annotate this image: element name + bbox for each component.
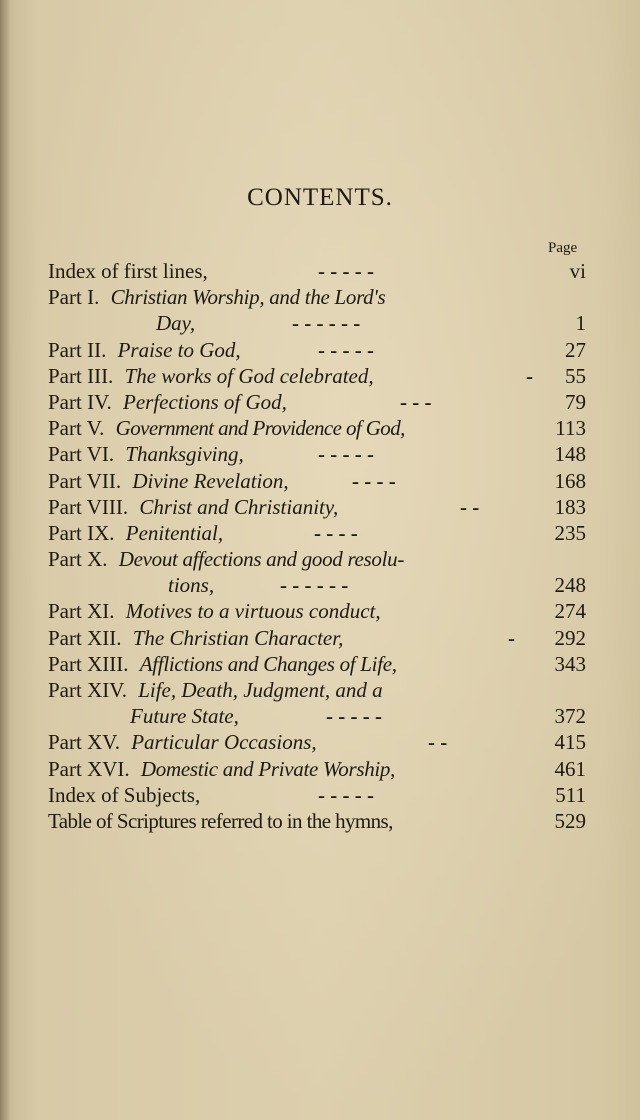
toc-part: Part VII. (48, 468, 122, 493)
toc-page-number: 79 (565, 389, 586, 414)
toc-row (48, 625, 588, 651)
toc-row (48, 441, 588, 467)
toc-title: Christ and Christianity, (139, 494, 339, 519)
toc-leaders: - - - - (352, 468, 396, 493)
toc-title: Afflictions and Changes of Life, (139, 651, 397, 676)
toc-row (48, 520, 588, 546)
toc-row (48, 389, 588, 415)
toc-row (48, 808, 588, 834)
toc-row (48, 729, 588, 755)
toc-title: Domestic and Private Worship, (140, 756, 396, 781)
toc-row (48, 468, 588, 494)
toc-part: Index of first lines, (48, 259, 208, 283)
toc-part: Index of Subjects, (48, 782, 201, 807)
toc-row (48, 310, 588, 336)
toc-row (48, 572, 588, 598)
toc-page-number: 511 (555, 782, 586, 807)
toc-page-number: 55 (565, 363, 586, 388)
toc-part: Part IX. (48, 520, 115, 545)
toc-page-number: 168 (554, 468, 586, 493)
toc-part: Part VI. (48, 442, 115, 467)
toc-leaders: - - - - - (318, 782, 374, 807)
toc-row (48, 651, 588, 677)
toc-leaders: - - - (400, 389, 432, 414)
toc-row (48, 363, 588, 389)
toc-part: Part II. (48, 337, 107, 362)
toc-title: Thanksgiving, (125, 442, 244, 467)
toc-title: Christian Worship, and the Lord's (110, 285, 386, 310)
toc-title: Day, (156, 311, 196, 336)
toc-part: Part XIII. (48, 651, 129, 676)
binding-edge (0, 0, 10, 1120)
toc-page-number: 343 (554, 651, 586, 676)
toc-leaders: - - - - - - (292, 311, 361, 336)
toc-row (48, 415, 588, 441)
toc-leaders: - - (428, 730, 448, 755)
toc-title: Devout affections and good resolu- (118, 547, 405, 572)
contents-heading: CONTENTS. (247, 184, 393, 211)
toc-page-number: 148 (554, 442, 586, 467)
toc-leaders: - - - - - (318, 337, 374, 362)
toc-part: Table of Scriptures referred to in the hymns, (48, 808, 393, 833)
toc-row (48, 598, 588, 624)
toc-row (48, 677, 588, 703)
toc-row (48, 756, 588, 782)
toc-title: Life, Death, Judgment, and a (138, 678, 383, 702)
toc-title: Divine Revelation, (132, 468, 289, 493)
toc-title: Government and Providence of God, (115, 416, 405, 441)
toc-row (48, 546, 588, 572)
toc-leaders: - - - - - (326, 704, 382, 729)
toc-leaders: - (508, 625, 515, 650)
toc-page-number: 372 (554, 704, 586, 729)
toc-title: Particular Occasions, (131, 730, 317, 755)
toc-page-number: 183 (554, 494, 586, 519)
toc-row (48, 258, 588, 284)
toc-page-number: 27 (565, 337, 586, 362)
toc-page-number: vi (569, 259, 586, 283)
toc-leaders: - - - - - (318, 259, 374, 283)
toc-page-number: 113 (555, 416, 586, 441)
toc-title: The Christian Character, (132, 625, 344, 650)
table-of-contents (48, 258, 588, 834)
toc-page-number: 461 (554, 756, 586, 781)
toc-leaders: - - - - - (318, 442, 374, 467)
toc-title: Future State, (130, 704, 239, 729)
toc-leaders: - - - - - - (280, 573, 349, 598)
toc-title: The works of God celebrated, (124, 363, 374, 388)
toc-part: Part XVI. (48, 756, 130, 781)
toc-page-number: 292 (554, 625, 586, 650)
toc-part: Part XV. (48, 730, 120, 755)
toc-row (48, 284, 588, 310)
toc-title: Motives to a virtuous conduct, (125, 599, 381, 624)
toc-page-number: 248 (554, 573, 586, 598)
toc-leaders: - - - - (314, 520, 358, 545)
toc-page-number: 529 (554, 808, 586, 833)
toc-part: Part IV. (48, 389, 112, 414)
toc-page-number: 1 (575, 311, 586, 336)
toc-row (48, 494, 588, 520)
toc-part: Part V. (48, 416, 105, 441)
toc-leaders: - (526, 363, 533, 388)
toc-part: Part XI. (48, 599, 115, 624)
toc-page-number: 415 (554, 730, 586, 755)
toc-part: Part I. (48, 285, 100, 310)
toc-part: Part XIV. (48, 678, 127, 702)
toc-title: Perfections of God, (123, 389, 287, 414)
toc-leaders: - - (460, 494, 480, 519)
toc-title: Penitential, (125, 520, 224, 545)
toc-part: Part XII. (48, 625, 122, 650)
toc-page-number: 274 (554, 599, 586, 624)
toc-row (48, 337, 588, 363)
toc-row (48, 703, 588, 729)
toc-part: Part VIII. (48, 494, 129, 519)
toc-row (48, 782, 588, 808)
toc-part: Part X. (48, 547, 108, 572)
page-column-label: Page (548, 240, 578, 256)
toc-title: tions, (168, 573, 215, 598)
toc-title: Praise to God, (117, 337, 241, 362)
toc-page-number: 235 (554, 520, 586, 545)
toc-part: Part III. (48, 363, 114, 388)
